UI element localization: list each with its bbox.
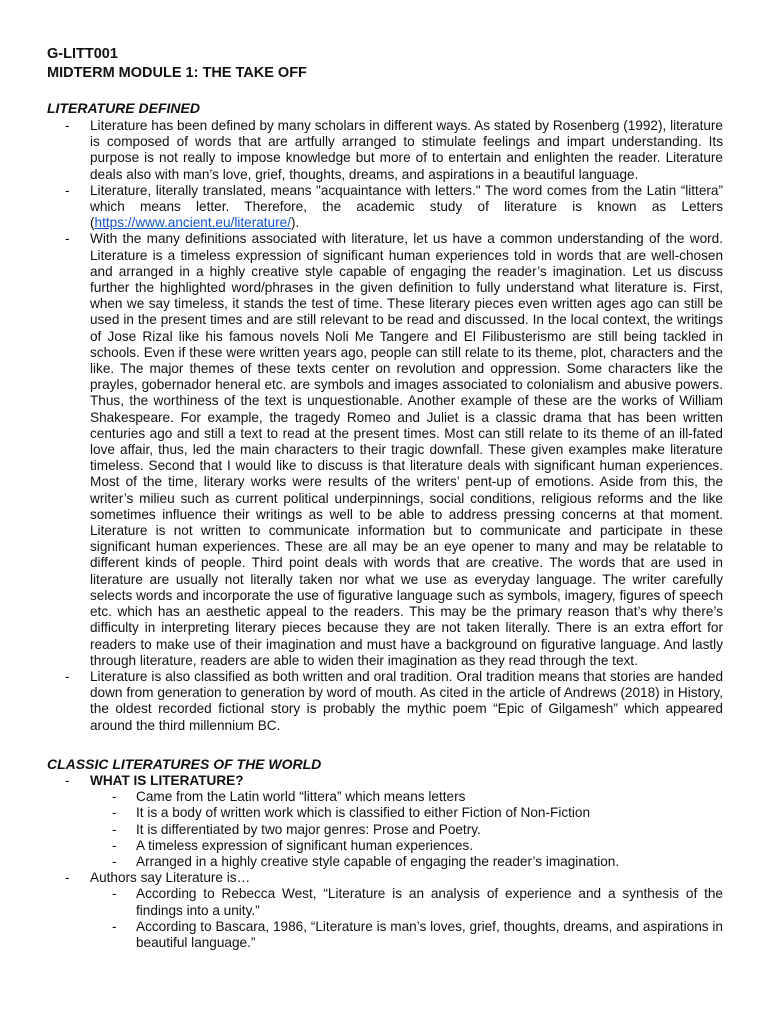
section-heading-classic-literatures: CLASSIC LITERATURES OF THE WORLD bbox=[47, 756, 322, 772]
course-code: G-LITT001 bbox=[47, 46, 118, 62]
paragraph-latin-origin-start: Literature, literally translated, means "acquaintance with letters." The word comes from the Latin “littera” which means letter. Therefore, the academic study of literature is known as Letters ( bbox=[90, 182, 723, 231]
list-item bbox=[90, 919, 723, 951]
paragraph-latin-origin-end: ). bbox=[290, 215, 300, 231]
quote-bascara: According to Bascara, 1986, “Literature is man’s loves, grief, thoughts, dreams, and aspirations in beautiful language.” bbox=[136, 918, 723, 951]
sub-item-text: Arranged in a highly creative style capable of engaging the reader’s imagination. bbox=[136, 854, 620, 870]
list-item bbox=[47, 669, 723, 734]
classic-literatures-list bbox=[47, 773, 723, 951]
bullet-dash: - bbox=[65, 773, 70, 788]
list-item bbox=[47, 870, 723, 951]
sub-item-text: A timeless expression of significant human experiences. bbox=[136, 837, 473, 853]
list-item bbox=[90, 789, 723, 805]
bullet-dash: - bbox=[112, 837, 117, 853]
paragraph-common-understanding: With the many definitions associated with literature, let us have a common understanding of the word. Literature is a timeless expression of significant human experiences told in words that are well-chosen and arranged in a highly creative style capable of engaging the reader’s imagination. Let us discuss further the highlighted word/phrases in the given definition to fully understand what literature is. First, when we say timeless, it stands the test of time. These literary pieces even written ages ago can still be used in the present times and are still relevant to be read and discussed. In the local context, the writings of Jose Rizal like his famous novels Noli Me Tangere and El Filibusterismo are still being tackled in schools. Even if these were written years ago, people can still relate to its theme, plot, characters and the like. The major themes of these texts center on revolution and oppression. Some characters like the prayles, gobernador heneral etc. are symbols and images associated to colonialism and abusive powers. Thus, the worthiness of the text is unquestionable. Another example of these are the works of William Shakespeare. For example, the tragedy Romeo and Juliet is a classic drama that has been written centuries ago and still a text to read at the present times. Most can still relate to its theme of an ill-fated love affair, thus, led the main characters to their tragic downfall. These given examples make literature timeless. Second that I would like to discuss is that literature deals with significant human experiences. Most of the time, literary works were results of the writers’ pent-up of emotions. Aside from this, the writer’s milieu such as current political underpinnings, social conditions, religious reforms and the like sometimes influence their writings as well to be able to address pressing concerns at that moment. Literature is not written to communicate information but to communicate and participate in these significant human experiences. These are all may be an eye opener to many and may be relatable to different kinds of people. Third point deals with words that are creative. The words that are used in literature are usually not literally taken nor what we use as everyday language. The writer carefully selects words and incorporate the use of figurative language such as symbols, imagery, figures of speech etc. which has an aesthetic appeal to the readers. This may be the primary reason that’s why there’s difficulty in interpreting literary pieces because they are not taken literally. There is an extra effort for readers to make use of their imagination and must have a background on figurative language. And lastly through literature, readers are able to widen their imagination as they read through the text. bbox=[90, 231, 723, 668]
list-item bbox=[90, 838, 723, 854]
list-item bbox=[47, 773, 723, 870]
authors-say-label: Authors say Literature is… bbox=[90, 870, 251, 886]
list-item bbox=[47, 118, 723, 183]
bullet-dash: - bbox=[112, 789, 117, 805]
bullet-dash: - bbox=[65, 231, 70, 247]
section-heading-literature-defined: LITERATURE DEFINED bbox=[47, 100, 200, 116]
ancient-eu-literature-link[interactable]: https://www.ancient.eu/literature/ bbox=[94, 215, 291, 231]
bullet-dash: - bbox=[65, 668, 70, 684]
bullet-dash: - bbox=[112, 854, 117, 870]
quote-rebecca-west: According to Rebecca West, “Literature is an analysis of experience and a synthesis of the findings into a unity.” bbox=[136, 886, 723, 918]
literature-defined-list bbox=[47, 118, 723, 734]
sub-item-text: It is differentiated by two major genres: Prose and Poetry. bbox=[136, 821, 481, 837]
list-item bbox=[47, 231, 723, 668]
what-is-literature-label: WHAT IS LITERATURE? bbox=[90, 773, 244, 788]
authors-say-sublist bbox=[90, 886, 723, 951]
bullet-dash: - bbox=[112, 805, 117, 821]
list-item bbox=[90, 886, 723, 918]
bullet-dash: - bbox=[112, 918, 117, 934]
sub-item-text: Came from the Latin world “littera” which means letters bbox=[136, 789, 466, 805]
bullet-dash: - bbox=[65, 118, 70, 133]
module-title: MIDTERM MODULE 1: THE TAKE OFF bbox=[47, 65, 307, 81]
list-item bbox=[47, 183, 723, 232]
list-item bbox=[90, 805, 723, 821]
what-is-literature-sublist bbox=[90, 789, 723, 870]
list-item bbox=[90, 854, 723, 870]
paragraph-rosenberg-definition: Literature has been defined by many scholars in different ways. As stated by Rosenberg (1992), literature is composed of words that are artfully arranged to stimulate feelings and impart understanding. Its purpose is not really to impose knowledge but more of to entertain and enlighten the reader. Literature deals also with man’s love, grief, thoughts, dreams, and aspirations in a beautiful language. bbox=[90, 118, 723, 182]
bullet-dash: - bbox=[65, 870, 70, 886]
paragraph-oral-tradition: Literature is also classified as both written and oral tradition. Oral tradition means that stories are handed down from generation to generation by word of mouth. As cited in the article of Andrews (2018) in History, the oldest recorded fictional story is probably the mythic poem “Epic of Gilgamesh” which appeared around the third millennium BC. bbox=[90, 668, 723, 733]
bullet-dash: - bbox=[65, 182, 70, 198]
bullet-dash: - bbox=[112, 821, 117, 837]
bullet-dash: - bbox=[112, 886, 117, 902]
sub-item-text: It is a body of written work which is classified to either Fiction of Non-Fiction bbox=[136, 805, 591, 821]
list-item bbox=[90, 822, 723, 838]
